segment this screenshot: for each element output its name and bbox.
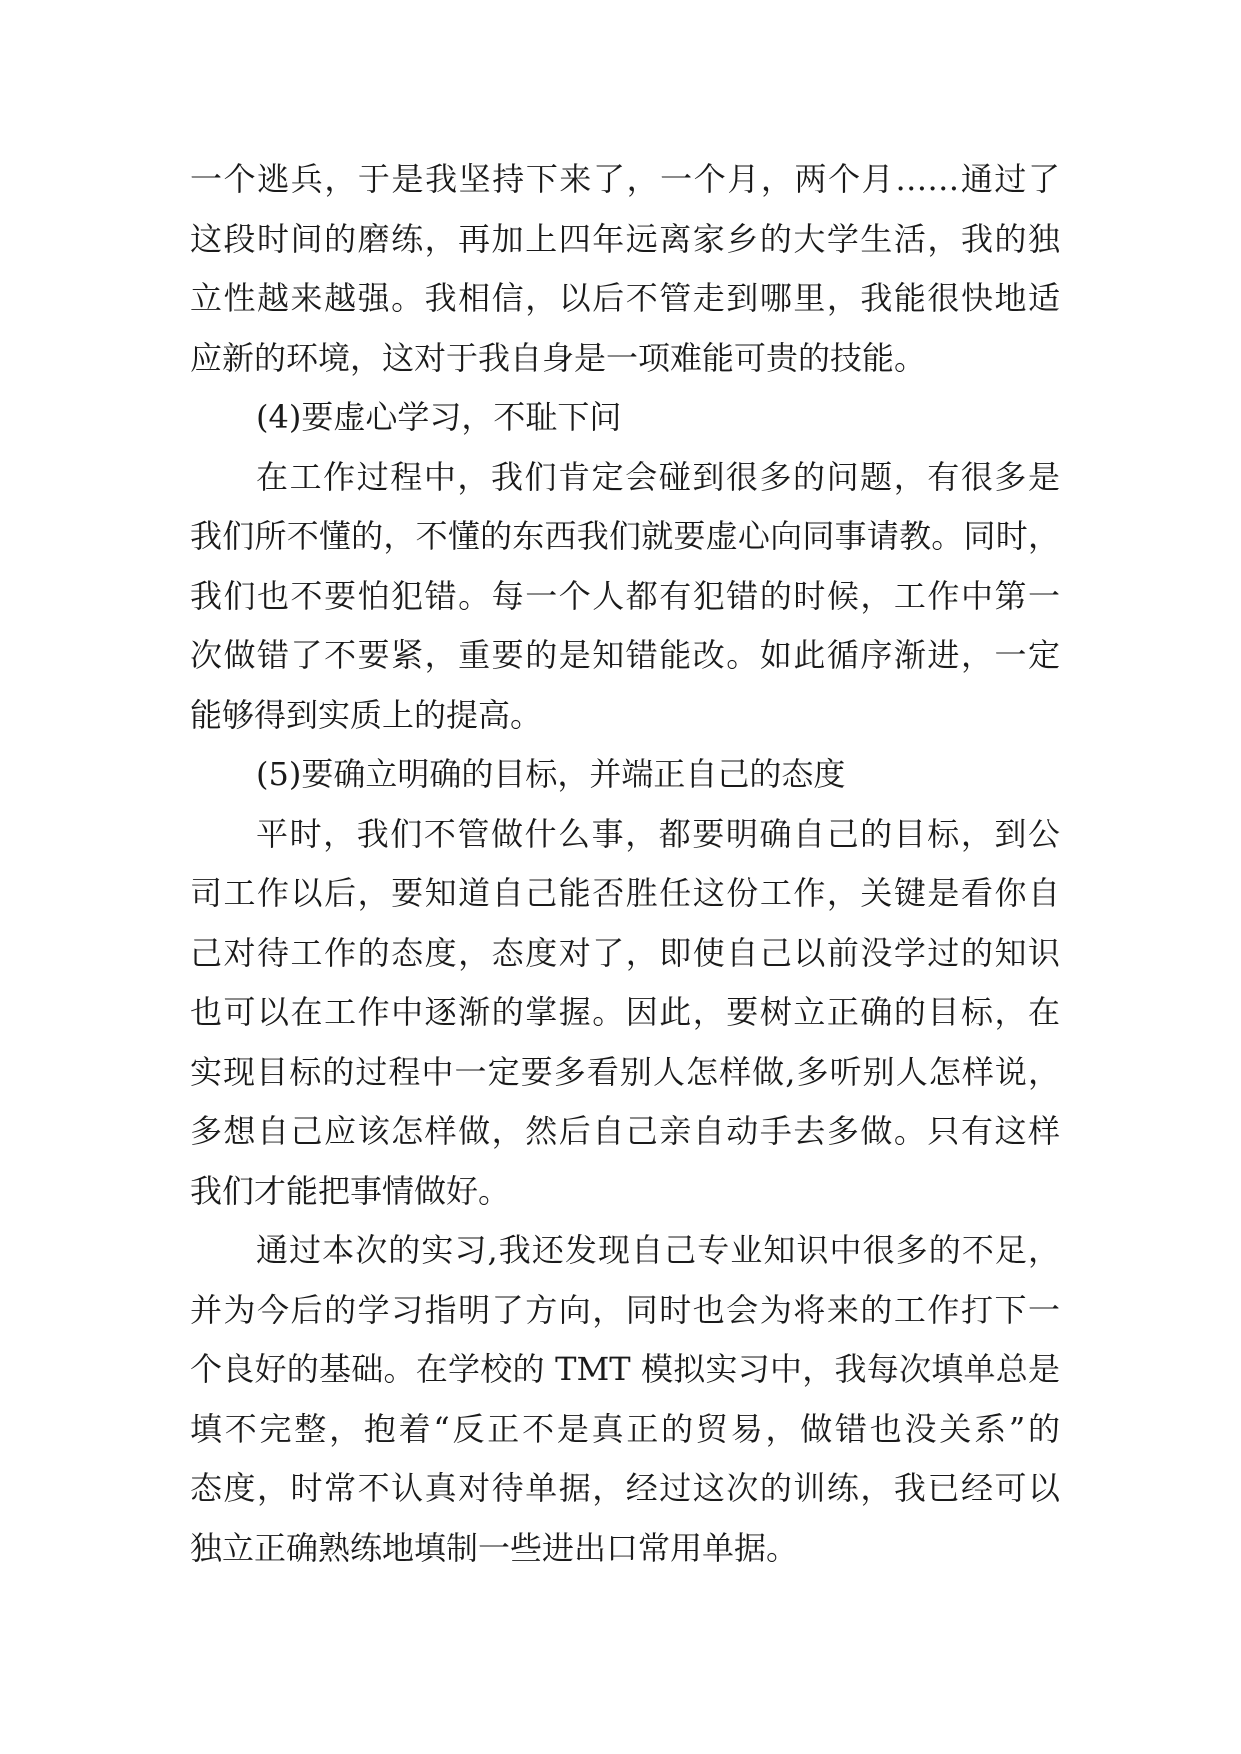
text-line: 个良好的基础。在学校的 TMT 模拟实习中，我每次填单总是 — [190, 1350, 1060, 1388]
section-heading: (4)要虚心学习，不耻下问 — [256, 398, 622, 436]
text-line: 填不完整，抱着“反正不是真正的贸易，做错也没关系”的 — [190, 1409, 1060, 1448]
text-line: 态度，时常不认真对待单据，经过这次的训练，我已经可以 — [190, 1469, 1060, 1507]
text-line: 我们所不懂的，不懂的东西我们就要虚心向同事请教。同时， — [190, 517, 1060, 555]
text-line: 在工作过程中，我们肯定会碰到很多的问题，有很多是 — [256, 457, 1060, 496]
text-line: 这段时间的磨练，再加上四年远离家乡的大学生活，我的独 — [190, 219, 1060, 258]
document-body — [190, 150, 1060, 1578]
text-line: 司工作以后，要知道自己能否胜任这份工作，关键是看你自 — [190, 874, 1060, 912]
text-line: 实现目标的过程中一定要多看别人怎样做,多听别人怎样说， — [190, 1052, 1060, 1091]
text-line: 平时，我们不管做什么事，都要明确自己的目标，到公 — [256, 814, 1060, 853]
text-line: 通过本次的实习,我还发现自己专业知识中很多的不足， — [256, 1231, 1060, 1269]
text-line: 也可以在工作中逐渐的掌握。因此，要树立正确的目标，在 — [190, 993, 1060, 1031]
section-heading: (5)要确立明确的目标，并端正自己的态度 — [256, 755, 846, 793]
text-line: 并为今后的学习指明了方向，同时也会为将来的工作打下一 — [190, 1290, 1060, 1329]
text-line: 能够得到实质上的提高。 — [190, 695, 543, 734]
text-line: 我们也不要怕犯错。每一个人都有犯错的时候，工作中第一 — [190, 576, 1060, 615]
text-line: 我们才能把事情做好。 — [190, 1171, 511, 1210]
text-line: 己对待工作的态度，态度对了，即使自己以前没学过的知识 — [190, 933, 1060, 972]
text-line: 立性越来越强。我相信，以后不管走到哪里，我能很快地适 — [190, 279, 1060, 317]
text-line: 一个逃兵，于是我坚持下来了，一个月，两个月……通过了 — [190, 160, 1060, 198]
text-line: 次做错了不要紧，重要的是知错能改。如此循序渐进，一定 — [190, 636, 1060, 674]
text-line: 应新的环境，这对于我自身是一项难能可贵的技能。 — [190, 338, 927, 377]
text-line: 多想自己应该怎样做，然后自己亲自动手去多做。只有这样 — [190, 1112, 1060, 1150]
text-line: 独立正确熟练地填制一些进出口常用单据。 — [190, 1528, 799, 1567]
